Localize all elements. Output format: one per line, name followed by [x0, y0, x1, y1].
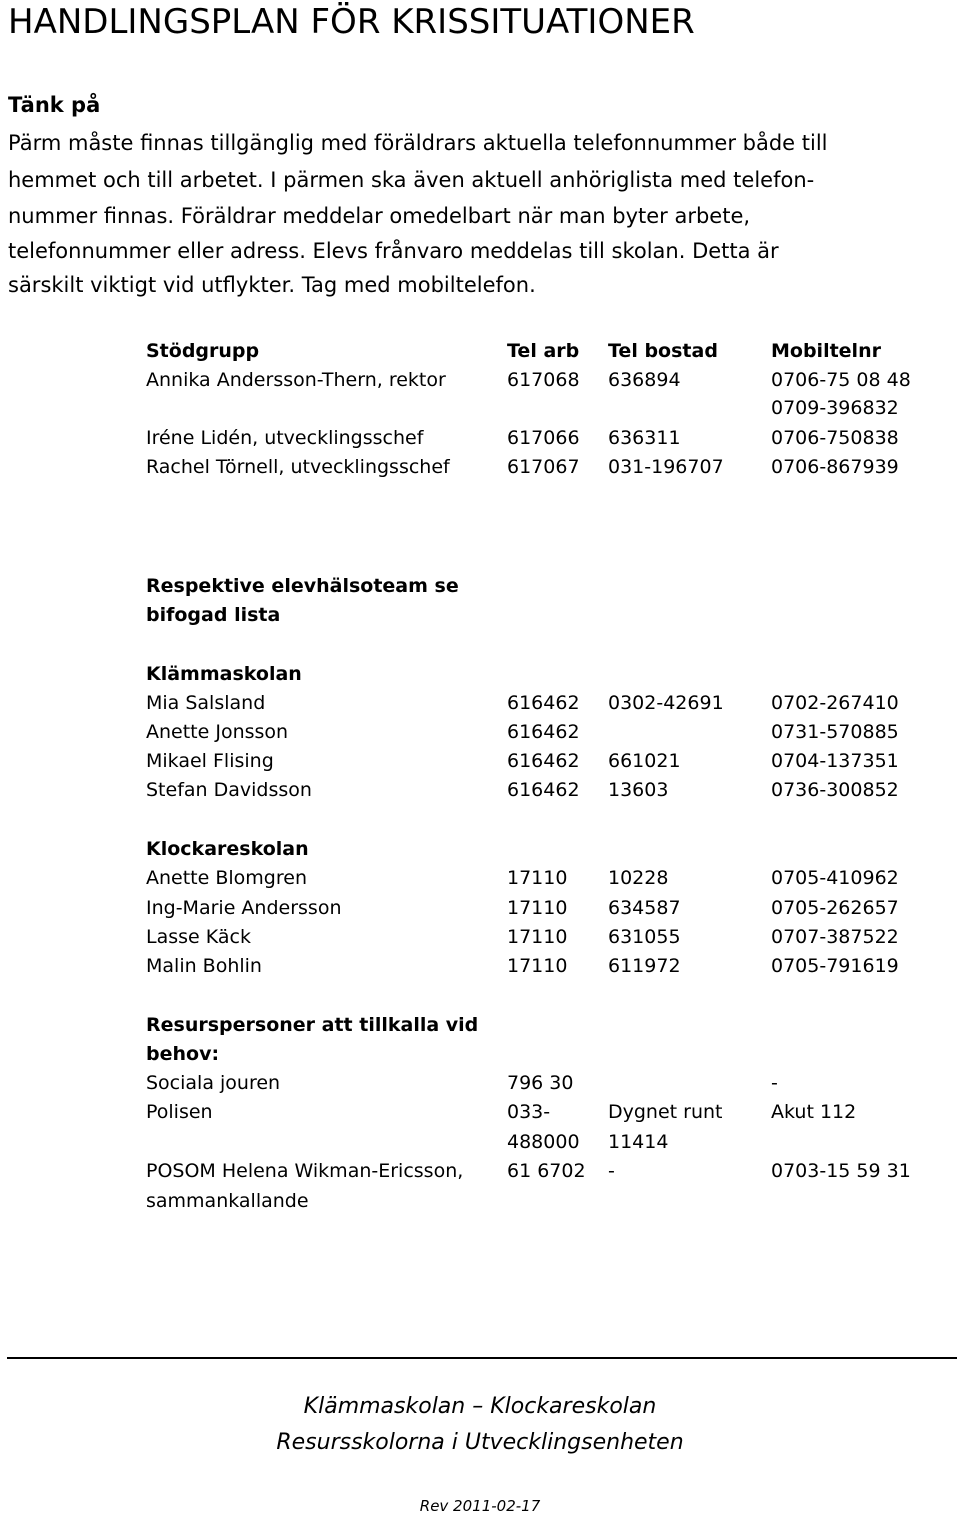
- name-cell: Lasse Käck: [146, 926, 251, 948]
- mobil-cell: 0705-262657: [771, 897, 899, 919]
- mobil-cell: 0704-137351: [771, 750, 899, 772]
- tel-bostad-cell: 11414: [608, 1131, 669, 1153]
- tel-bostad-cell: 13603: [608, 779, 669, 801]
- name-cell: Iréne Lidén, utvecklingsschef: [146, 427, 424, 449]
- tel-arb-cell: 61 6702: [507, 1160, 586, 1182]
- name-cell: Anette Blomgren: [146, 867, 307, 889]
- tel-arb-cell: 617066: [507, 427, 580, 449]
- tel-arb-cell: 616462: [507, 692, 580, 714]
- tel-arb-cell: 17110: [507, 955, 568, 977]
- tel-bostad-cell: 634587: [608, 897, 681, 919]
- header-stodgrupp: Stödgrupp: [146, 340, 260, 362]
- name-cell: POSOM Helena Wikman-Ericsson,: [146, 1160, 464, 1182]
- section-heading-klockareskolan: Klockareskolan: [146, 838, 309, 860]
- tel-bostad-cell: 031-196707: [608, 456, 724, 478]
- name-cell: Malin Bohlin: [146, 955, 262, 977]
- intro-line: nummer finnas. Föräldrar meddelar omedelbart när man byter arbete,: [8, 204, 751, 228]
- tel-arb-cell: 617067: [507, 456, 580, 478]
- footer-schools: Klämmaskolan – Klockareskolan: [303, 1394, 657, 1419]
- tel-bostad-cell: Dygnet runt: [608, 1101, 723, 1123]
- mobil-cell: 0709-396832: [771, 397, 899, 419]
- tel-bostad-cell: 0302-42691: [608, 692, 724, 714]
- revision-date: Rev 2011-02-17: [419, 1497, 541, 1515]
- name-cell: Ing-Marie Andersson: [146, 897, 342, 919]
- name-cell: Mia Salsland: [146, 692, 266, 714]
- tel-arb-cell: 616462: [507, 779, 580, 801]
- mobil-cell: -: [771, 1072, 778, 1094]
- mobil-cell: 0705-791619: [771, 955, 899, 977]
- name-cell: Stefan Davidsson: [146, 779, 312, 801]
- intro-line: hemmet och till arbetet. I pärmen ska även aktuell anhöriglista med telefon-: [8, 168, 815, 192]
- mobil-cell: 0731-570885: [771, 721, 899, 743]
- header-tel-arb: Tel arb: [507, 340, 580, 362]
- tel-arb-cell: 17110: [507, 867, 568, 889]
- tel-bostad-cell: 611972: [608, 955, 681, 977]
- header-mobiltelnr: Mobiltelnr: [771, 340, 881, 362]
- mobil-cell: Akut 112: [771, 1101, 857, 1123]
- intro-line: telefonnummer eller adress. Elevs frånvaro meddelas till skolan. Detta är: [8, 239, 779, 263]
- mobil-cell: 0706-867939: [771, 456, 899, 478]
- mobil-cell: 0706-750838: [771, 427, 899, 449]
- section-heading-klammaskolan: Klämmaskolan: [146, 663, 302, 685]
- tel-arb-cell: 617068: [507, 369, 580, 391]
- tel-arb-cell: 796 30: [507, 1072, 574, 1094]
- intro-heading: Tänk på: [8, 93, 101, 117]
- tel-bostad-cell: -: [608, 1160, 615, 1182]
- name-cell: Rachel Törnell, utvecklingsschef: [146, 456, 450, 478]
- tel-bostad-cell: 661021: [608, 750, 681, 772]
- section-heading-resurspersoner: behov:: [146, 1043, 220, 1065]
- name-cell: Polisen: [146, 1101, 213, 1123]
- elevhalsa-note: bifogad lista: [146, 604, 281, 626]
- name-cell: sammankallande: [146, 1190, 309, 1212]
- mobil-cell: 0707-387522: [771, 926, 899, 948]
- tel-arb-cell: 033-: [507, 1101, 551, 1123]
- tel-arb-cell: 17110: [507, 926, 568, 948]
- tel-arb-cell: 616462: [507, 750, 580, 772]
- mobil-cell: 0703-15 59 31: [771, 1160, 911, 1182]
- document-title: HANDLINGSPLAN FÖR KRISSITUATIONER: [8, 2, 695, 42]
- elevhalsa-note: Respektive elevhälsoteam se: [146, 575, 459, 597]
- mobil-cell: 0706-75 08 48: [771, 369, 911, 391]
- tel-bostad-cell: 10228: [608, 867, 669, 889]
- intro-line: Pärm måste finnas tillgänglig med föräldrars aktuella telefonnummer både till: [8, 131, 828, 155]
- footer-unit: Resursskolorna i Utvecklingsenheten: [276, 1430, 684, 1455]
- name-cell: Sociala jouren: [146, 1072, 281, 1094]
- tel-bostad-cell: 636311: [608, 427, 681, 449]
- name-cell: Mikael Flising: [146, 750, 274, 772]
- tel-bostad-cell: 631055: [608, 926, 681, 948]
- mobil-cell: 0736-300852: [771, 779, 899, 801]
- footer-divider: [7, 1357, 957, 1359]
- section-heading-resurspersoner: Resurspersoner att tillkalla vid: [146, 1014, 479, 1036]
- name-cell: Anette Jonsson: [146, 721, 289, 743]
- intro-line: särskilt viktigt vid utflykter. Tag med mobiltelefon.: [8, 273, 536, 297]
- mobil-cell: 0705-410962: [771, 867, 899, 889]
- mobil-cell: 0702-267410: [771, 692, 899, 714]
- tel-arb-cell: 17110: [507, 897, 568, 919]
- name-cell: Annika Andersson-Thern, rektor: [146, 369, 446, 391]
- header-tel-bostad: Tel bostad: [608, 340, 718, 362]
- tel-arb-cell: 488000: [507, 1131, 580, 1153]
- tel-arb-cell: 616462: [507, 721, 580, 743]
- tel-bostad-cell: 636894: [608, 369, 681, 391]
